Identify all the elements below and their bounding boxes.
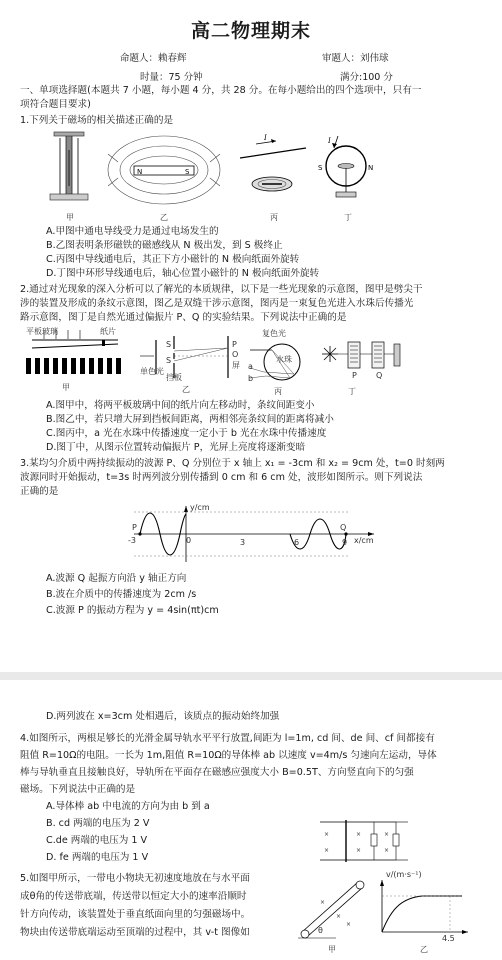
q2-fig-text-polarizer-q: Q bbox=[376, 371, 383, 380]
q2-fig-label-ding: 丁 bbox=[348, 387, 356, 396]
q4-stem-line-4: 磁场。下列说法中正确的是 bbox=[20, 784, 136, 795]
q3-graph-point-q: Q bbox=[340, 523, 347, 532]
q3-wave-graph bbox=[120, 502, 380, 564]
q4-option-a: A.导体棒 ab 中电流的方向为由 b 到 a bbox=[46, 801, 210, 812]
q3-stem-line-1: 3.某均匀介质中两持续振动的波源 P、Q 分别位于 x 轴上 x₁ = -3cm 和 x₂ = 9cm 处，t=0 时刻两 bbox=[20, 458, 445, 469]
q5-graph-tick: 4.5 bbox=[442, 934, 455, 943]
duration-label: 时量：75 分钟 bbox=[140, 72, 203, 83]
q1-stem: 1.下列关于磁场的相关描述正确的是 bbox=[20, 115, 174, 126]
q3-option-d: D.两列波在 x=3cm 处相遇后，该质点的振动始终加强 bbox=[46, 711, 280, 722]
page-title: 高二物理期末 bbox=[190, 20, 311, 42]
q4-stem-line-1: 4.如图所示，两根足够长的光滑金属导轨水平平行放置,间距为 l=1m, cd 间、de 间、cf 间都接有 bbox=[20, 733, 435, 744]
q5-conveyor-figure bbox=[296, 874, 366, 940]
svg-text:N: N bbox=[137, 168, 143, 176]
exam-page-2 bbox=[0, 680, 502, 960]
q5-graph-ylabel: v/(m·s⁻¹) bbox=[386, 870, 422, 879]
q1-option-d: D.丁图中环形导线通电后，轴心位置小磁针的 N 极向纸面外旋转 bbox=[46, 268, 320, 279]
q1-figure-jia bbox=[48, 130, 92, 210]
q4-stem-line-2: 阻值 R=10Ω的电阻。一长为 1m,阻值 R=10Ω的导体棒 ab 以速度 v=4m/s 匀速向左运动，导体 bbox=[20, 750, 437, 761]
q1-figure-yi bbox=[104, 134, 224, 210]
q3-graph-xlabel: x/cm bbox=[354, 536, 374, 545]
q2-fig-text-screen: 屏 bbox=[232, 361, 240, 370]
q2-option-b: B.图乙中，若只增大屏到挡板间距离，两相邻亮条纹间的距离将减小 bbox=[46, 414, 334, 425]
q3-graph-tick-3: 3 bbox=[240, 538, 246, 547]
svg-text:I: I bbox=[264, 134, 267, 142]
q3-option-c: C.波源 P 的振动方程为 y = 4sin(πt)cm bbox=[46, 605, 219, 616]
q2-fig-text-plate: 平板玻璃 bbox=[26, 327, 58, 336]
q3-option-a: A.波源 Q 起振方向沿 y 轴正方向 bbox=[46, 573, 187, 584]
svg-text:×: × bbox=[356, 847, 362, 854]
section-intro-line-1: 一、单项选择题(本题共 7 小题，每小题 4 分，共 28 分。在每小题给出的四个选项中，只有一 bbox=[20, 85, 422, 96]
q2-fig-text-s1: S bbox=[166, 340, 172, 349]
q1-option-a: A.甲图中通电导线受力是通过电场发生的 bbox=[46, 226, 219, 237]
q5-vt-graph bbox=[376, 876, 476, 938]
svg-text:S: S bbox=[318, 164, 323, 172]
q2-option-c: C.图丙中，a 光在水珠中传播速度一定小于 b 光在水珠中传播速度 bbox=[46, 428, 327, 439]
svg-text:×: × bbox=[384, 847, 390, 854]
q2-option-d: D.图丁中，从图示位置转动偏振片 P，光屏上亮度将逐渐变暗 bbox=[46, 442, 306, 453]
svg-text:S: S bbox=[185, 168, 190, 176]
q2-stem-line-1: 2.通过对光现象的深入分析可以了解光的本质规律，以下是一些光现象的示意图，图甲是劈尖干 bbox=[20, 284, 423, 295]
q5-fig-label-yi: 乙 bbox=[420, 945, 428, 954]
svg-text:×: × bbox=[384, 831, 390, 838]
q1-figure-ding bbox=[316, 134, 378, 208]
svg-text:N: N bbox=[368, 164, 374, 172]
q3-graph-ylabel: y/cm bbox=[190, 503, 210, 512]
svg-text:I: I bbox=[328, 137, 331, 145]
q2-fig-text-drop: 水珠 bbox=[276, 355, 292, 364]
q2-fig-text-o: O bbox=[232, 350, 239, 359]
reviewer-label: 审题人：刘伟球 bbox=[322, 53, 389, 64]
q4-option-d: D. fe 两端的电压为 1 V bbox=[46, 852, 149, 863]
q3-graph-tick-neg3: -3 bbox=[128, 536, 136, 545]
q2-fig-text-baffle: 挡板 bbox=[166, 373, 182, 382]
q2-figure-jia bbox=[24, 330, 124, 378]
svg-text:×: × bbox=[356, 831, 362, 838]
q2-option-a: A.图甲中，将两平板玻璃中间的纸片向左移动时，条纹间距变小 bbox=[46, 400, 315, 411]
q1-option-b: B.乙图表明条形磁铁的磁感线从 N 极出发，到 S 极终止 bbox=[46, 240, 283, 251]
section-intro-line-2: 项符合题目要求) bbox=[20, 99, 91, 110]
q1-figure-bing bbox=[236, 134, 310, 202]
q3-stem-line-3: 正确的是 bbox=[20, 486, 59, 497]
q2-fig-text-s2: S bbox=[166, 356, 172, 365]
q2-fig-label-bing: 丙 bbox=[274, 387, 282, 396]
q3-graph-tick-6: 6 bbox=[294, 538, 300, 547]
svg-text:×: × bbox=[324, 847, 330, 854]
q2-fig-text-polarizer-p: P bbox=[352, 371, 357, 380]
q3-stem-line-2: 波源同时开始振动，t=3s 时两列波分别传播到 0 cm 和 6 cm 处，波形如图所示。则下列说法 bbox=[20, 472, 423, 483]
q5-stem-line-1: 5.如图甲所示，一带电小物块无初速度地放在与水平面 bbox=[20, 873, 250, 884]
svg-text:×: × bbox=[320, 899, 326, 906]
svg-text:×: × bbox=[336, 913, 342, 920]
score-label: 满分:100 分 bbox=[340, 72, 393, 83]
q2-fig-text-paper: 纸片 bbox=[100, 327, 116, 336]
svg-text:×: × bbox=[346, 921, 352, 928]
q4-option-c: C.de 两端的电压为 1 V bbox=[46, 835, 148, 846]
q5-stem-line-2: 成θ角的传送带底端，传送带以恒定大小的速率沿顺时 bbox=[20, 891, 247, 902]
q3-graph-tick-0: 0 bbox=[186, 536, 192, 545]
q3-graph-point-p: P bbox=[132, 523, 137, 532]
author-label: 命题人：赖春辉 bbox=[120, 53, 187, 64]
q4-option-b: B. cd 两端的电压为 2 V bbox=[46, 818, 150, 829]
q5-fig-label-jia: 甲 bbox=[328, 945, 336, 954]
q2-stem-line-2: 涉的装置及形成的条纹示意图，图乙是双缝干涉示意图，图丙是一束复色光进入水珠后传播光 bbox=[20, 298, 414, 309]
q3-option-b: B.波在介质中的传播速度为 2cm /s bbox=[46, 589, 197, 600]
q5-theta-label: θ bbox=[318, 926, 323, 935]
q4-circuit-figure bbox=[316, 814, 412, 868]
q2-fig-text-complex: 复色光 bbox=[262, 329, 286, 338]
q5-stem-line-3: 针方向传动，该装置处于垂直纸面向里的匀强磁场中。 bbox=[20, 909, 251, 920]
q1-fig-label-yi: 乙 bbox=[160, 213, 168, 222]
q2-stem-line-3: 路示意图，图丁是自然光通过偏振片 P、Q 的实验结果。下列说法中正确的是 bbox=[20, 312, 347, 323]
q2-fig-text-a: a bbox=[248, 362, 253, 371]
q1-fig-label-bing: 丙 bbox=[270, 213, 278, 222]
q2-fig-text-b: b bbox=[248, 374, 254, 383]
q2-figure-ding bbox=[320, 340, 404, 380]
q4-stem-line-3: 棒与导轨垂直且接触良好，导轨所在平面存在磁感应强度大小 B=0.5T、方向竖直向下的匀强 bbox=[20, 767, 414, 778]
q2-fig-label-jia: 甲 bbox=[62, 383, 70, 392]
q5-stem-line-4: 物块由传送带底端运动至顶端的过程中，其 v-t 图像如 bbox=[20, 927, 250, 938]
q1-fig-label-ding: 丁 bbox=[344, 213, 352, 222]
q2-fig-text-p: P bbox=[232, 340, 237, 349]
q1-option-c: C.丙图中导线通电后，其正下方小磁针的 N 极向纸面外旋转 bbox=[46, 254, 300, 265]
q2-fig-text-mono: 单色光 bbox=[140, 367, 164, 376]
q2-fig-label-yi: 乙 bbox=[182, 385, 190, 394]
q3-graph-tick-9: 9 bbox=[342, 538, 348, 547]
q1-fig-label-jia: 甲 bbox=[66, 213, 74, 222]
svg-text:×: × bbox=[324, 831, 330, 838]
